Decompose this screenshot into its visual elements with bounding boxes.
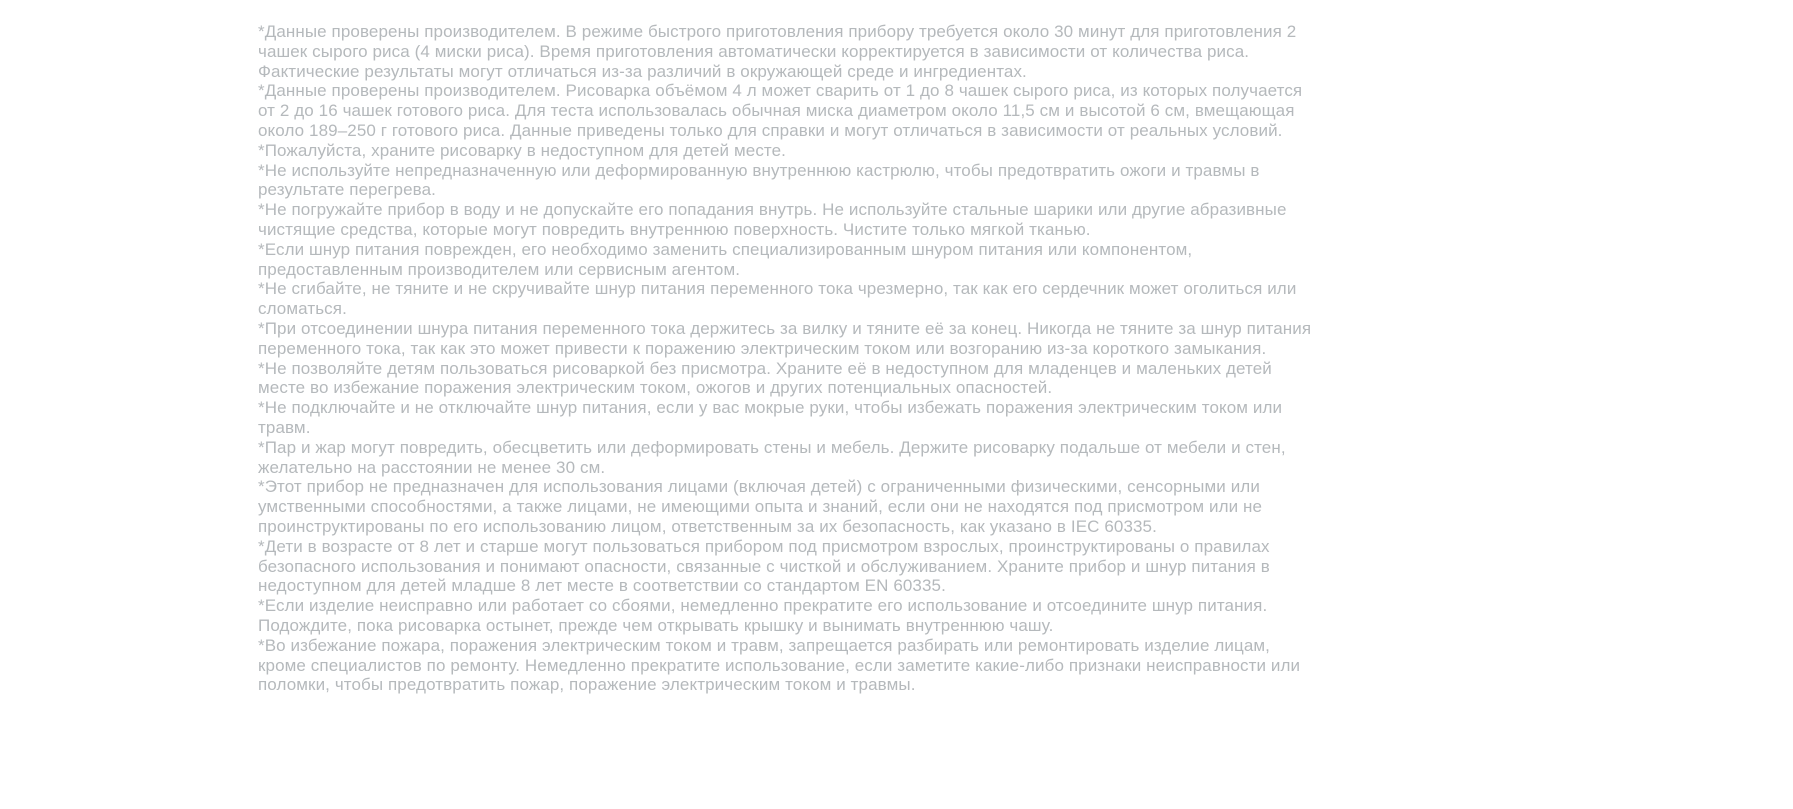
warning-paragraph: *Не подключайте и не отключайте шнур питания, если у вас мокрые руки, чтобы избежать поражения электрическим током или травм.: [258, 398, 1283, 437]
warning-paragraph: *Дети в возрасте от 8 лет и старше могут пользоваться прибором под присмотром взрослых, проинструктированы о правилах безопасного использования и понимают опасности, связанные с чисткой и обслуживанием. Храните прибор и шнур питания в недоступном для детей младше 8 лет месте в соответствии со стандартом EN 60335.: [258, 536, 1270, 596]
warning-paragraph: *Данные проверены производителем. В режиме быстрого приготовления прибору требуется около 30 минут для приготовления 2 чашек сырого риса (4 миски риса). Время приготовления автоматически корректируется в зависимости от количества риса. Фактические результаты могут отличаться из-за различий в окружающей среде и ингредиентах.: [258, 22, 1297, 81]
warning-paragraph: *Не позволяйте детям пользоваться рисоваркой без присмотра. Храните её в недоступном для младенцев и маленьких детей месте во избежание поражения электрическим током, ожогов и других потенциальных опасностей.: [258, 358, 1272, 398]
warning-paragraph: *Пожалуйста, храните рисоварку в недоступном для детей месте.: [258, 140, 786, 160]
warning-paragraph: *Не сгибайте, не тяните и не скручивайте шнур питания переменного тока чрезмерно, так как его сердечник может оголиться или сломаться.: [258, 279, 1297, 319]
warning-paragraph: *Во избежание пожара, поражения электрическим током и травм, запрещается разбирать или ремонтировать изделие лицам, кроме специалистов по ремонту. Немедленно прекратите использование, если заметите какие-либо признаки неисправности или поломки, чтобы предотвратить пожар, поражение электрическим током и травмы.: [258, 635, 1301, 695]
safety-notes-page: [258, 22, 1316, 695]
warning-paragraph: *При отсоединении шнура питания переменного тока держитесь за вилку и тяните её за конец. Никогда не тяните за шнур питания переменного тока, так как это может привести к поражению электрическим током или возгоранию из-за короткого замыкания.: [258, 318, 1312, 358]
warning-paragraph: *Если изделие неисправно или работает со сбоями, немедленно прекратите его использование и отсоедините шнур питания. Подождите, пока рисоварка остынет, прежде чем открывать крышку и вынимать внутреннюю чашу.: [258, 596, 1268, 635]
warning-paragraph: *Этот прибор не предназначен для использования лицами (включая детей) с ограниченными физическими, сенсорными или умственными способностями, а также лицами, не имеющими опыта и знаний, если они не находятся под присмотром или не проинструктированы по его использованию лицом, ответственным за их безопасность, как указано в IEC 60335.: [258, 477, 1263, 536]
warning-paragraph: *Данные проверены производителем. Рисоварка объёмом 4 л может сварить от 1 до 8 чашек сырого риса, из которых получается от 2 до 16 чашек готового риса. Для теста использовалась обычная миска диаметром около 11,5 см и высотой 6 см, вмещающая около 189–250 г готового риса. Данные приведены только для справки и могут отличаться в зависимости от реальных условий.: [258, 81, 1303, 140]
warning-paragraph: *Пар и жар могут повредить, обесцветить или деформировать стены и мебель. Держите рисоварку подальше от мебели и стен, желательно на расстоянии не менее 30 см.: [258, 437, 1286, 477]
warning-paragraph: *Не используйте непредназначенную или деформированную внутреннюю кастрюлю, чтобы предотвратить ожоги и травмы в результате перегрева.: [258, 160, 1260, 200]
warning-paragraph: *Не погружайте прибор в воду и не допускайте его попадания внутрь. Не используйте стальные шарики или другие абразивные чистящие средства, которые могут повредить внутреннюю поверхность. Чистите только мягкой тканью.: [258, 200, 1287, 239]
warning-paragraph: *Если шнур питания поврежден, его необходимо заменить специализированным шнуром питания или компонентом, предоставленным производителем или сервисным агентом.: [258, 239, 1193, 279]
safety-warning-list: [258, 22, 1316, 695]
